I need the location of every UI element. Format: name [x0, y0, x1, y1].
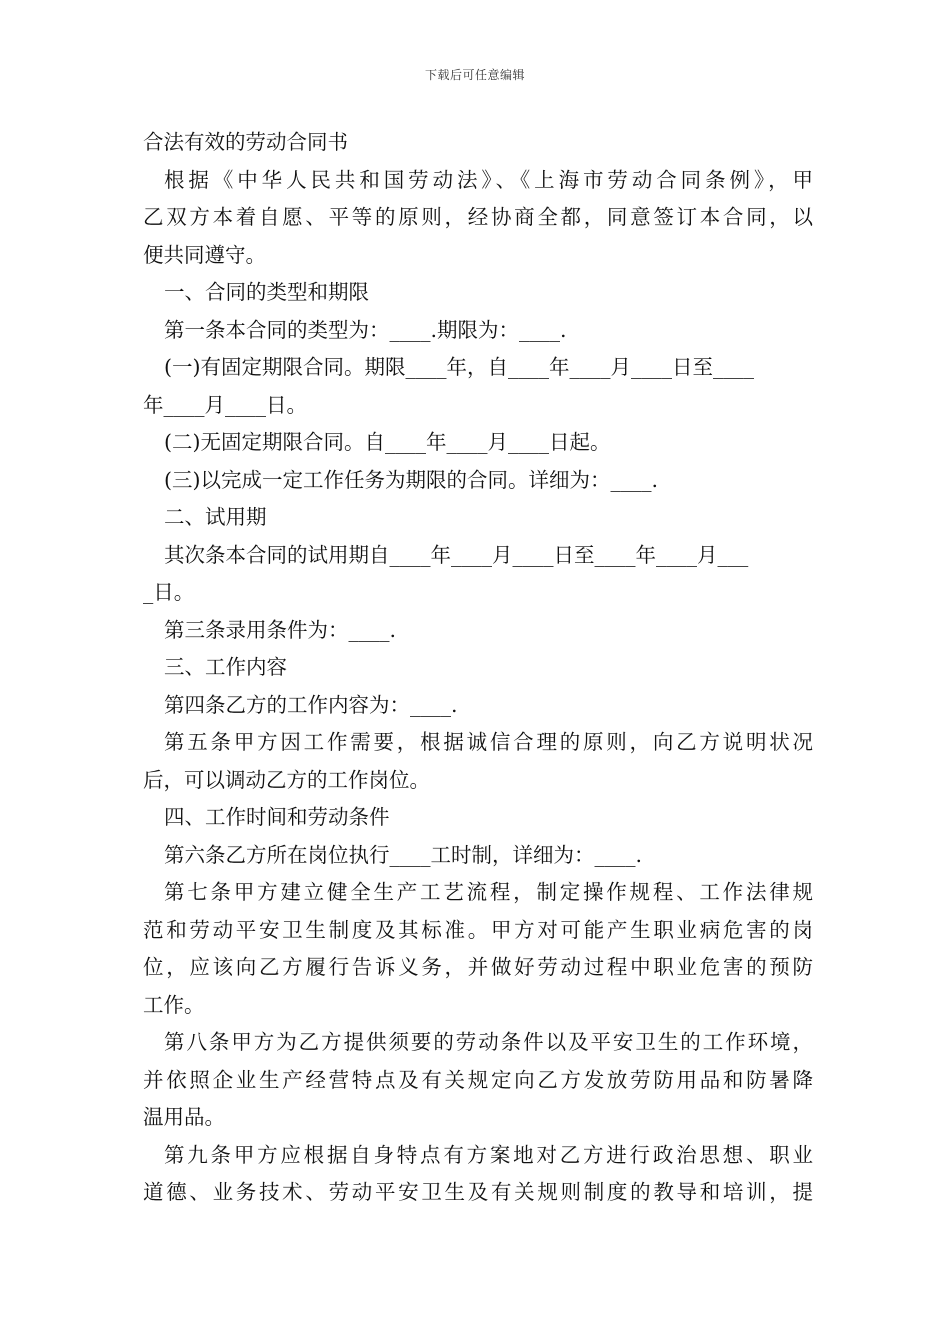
paragraph-line: 乙双方本着自愿、平等的原则，经协商全都，同意签订本合同，以 — [143, 205, 813, 229]
clause-line: 范和劳动平安卫生制度及其标准。甲方对可能产生职业病危害的岗 — [143, 917, 813, 942]
clause-line: 温用品。 — [143, 1105, 225, 1129]
paragraph-line: 根据《中华人民共和国劳动法》、《上海市劳动合同条例》，甲 — [164, 167, 813, 192]
clause-line: (一)有固定期限合同。期限____年，自____年____月____日至____ — [164, 355, 754, 379]
page-header-note: 下载后可任意编辑 — [424, 68, 525, 82]
section-heading: 一、合同的类型和期限 — [164, 280, 369, 304]
section-heading: 二、试用期 — [164, 505, 267, 529]
clause-line: (二)无固定期限合同。自____年____月____日起。 — [164, 430, 611, 454]
clause-line: 第六条乙方所在岗位执行____工时制，详细为：____. — [164, 842, 643, 867]
clause-line: 并依照企业生产经营特点及有关规定向乙方发放劳防用品和防暑降 — [143, 1067, 813, 1092]
clause-line: 其次条本合同的试用期自____年____月____日至____年____月___ — [164, 542, 749, 567]
clause-line: 第七条甲方建立健全生产工艺流程，制定操作规程、工作法律规 — [164, 880, 813, 904]
clause-line: 第一条本合同的类型为：____.期限为：____. — [164, 317, 567, 342]
clause-line: 工作。 — [143, 992, 205, 1017]
clause-line: (三)以完成一定工作任务为期限的合同。详细为：____. — [164, 467, 659, 492]
clause-line: 位，应该向乙方履行告诉义务，并做好劳动过程中职业危害的预防 — [143, 955, 813, 979]
clause-line: 后，可以调动乙方的工作岗位。 — [143, 767, 430, 792]
clause-line: 第五条甲方因工作需要，根据诚信合理的原则，向乙方说明状况 — [164, 730, 813, 754]
section-heading: 三、工作内容 — [164, 655, 287, 679]
paragraph-line: 便共同遵守。 — [143, 242, 266, 267]
clause-line: 年____月____日。 — [143, 392, 307, 417]
contract-body — [143, 124, 813, 1212]
document-title: 合法有效的劳动合同书 — [143, 130, 348, 154]
clause-line: 第三条录用条件为：____. — [164, 617, 397, 642]
clause-line: 第四条乙方的工作内容为：____. — [164, 692, 458, 717]
clause-line: 第九条甲方应根据自身特点有方案地对乙方进行政治思想、职业 — [164, 1142, 813, 1167]
section-heading: 四、工作时间和劳动条件 — [164, 805, 390, 829]
clause-line: _日。 — [143, 580, 195, 604]
clause-line: 第八条甲方为乙方提供须要的劳动条件以及平安卫生的工作环境， — [164, 1030, 813, 1054]
clause-line: 道德、业务技术、劳动平安卫生及有关规则制度的教导和培训，提 — [143, 1180, 813, 1204]
